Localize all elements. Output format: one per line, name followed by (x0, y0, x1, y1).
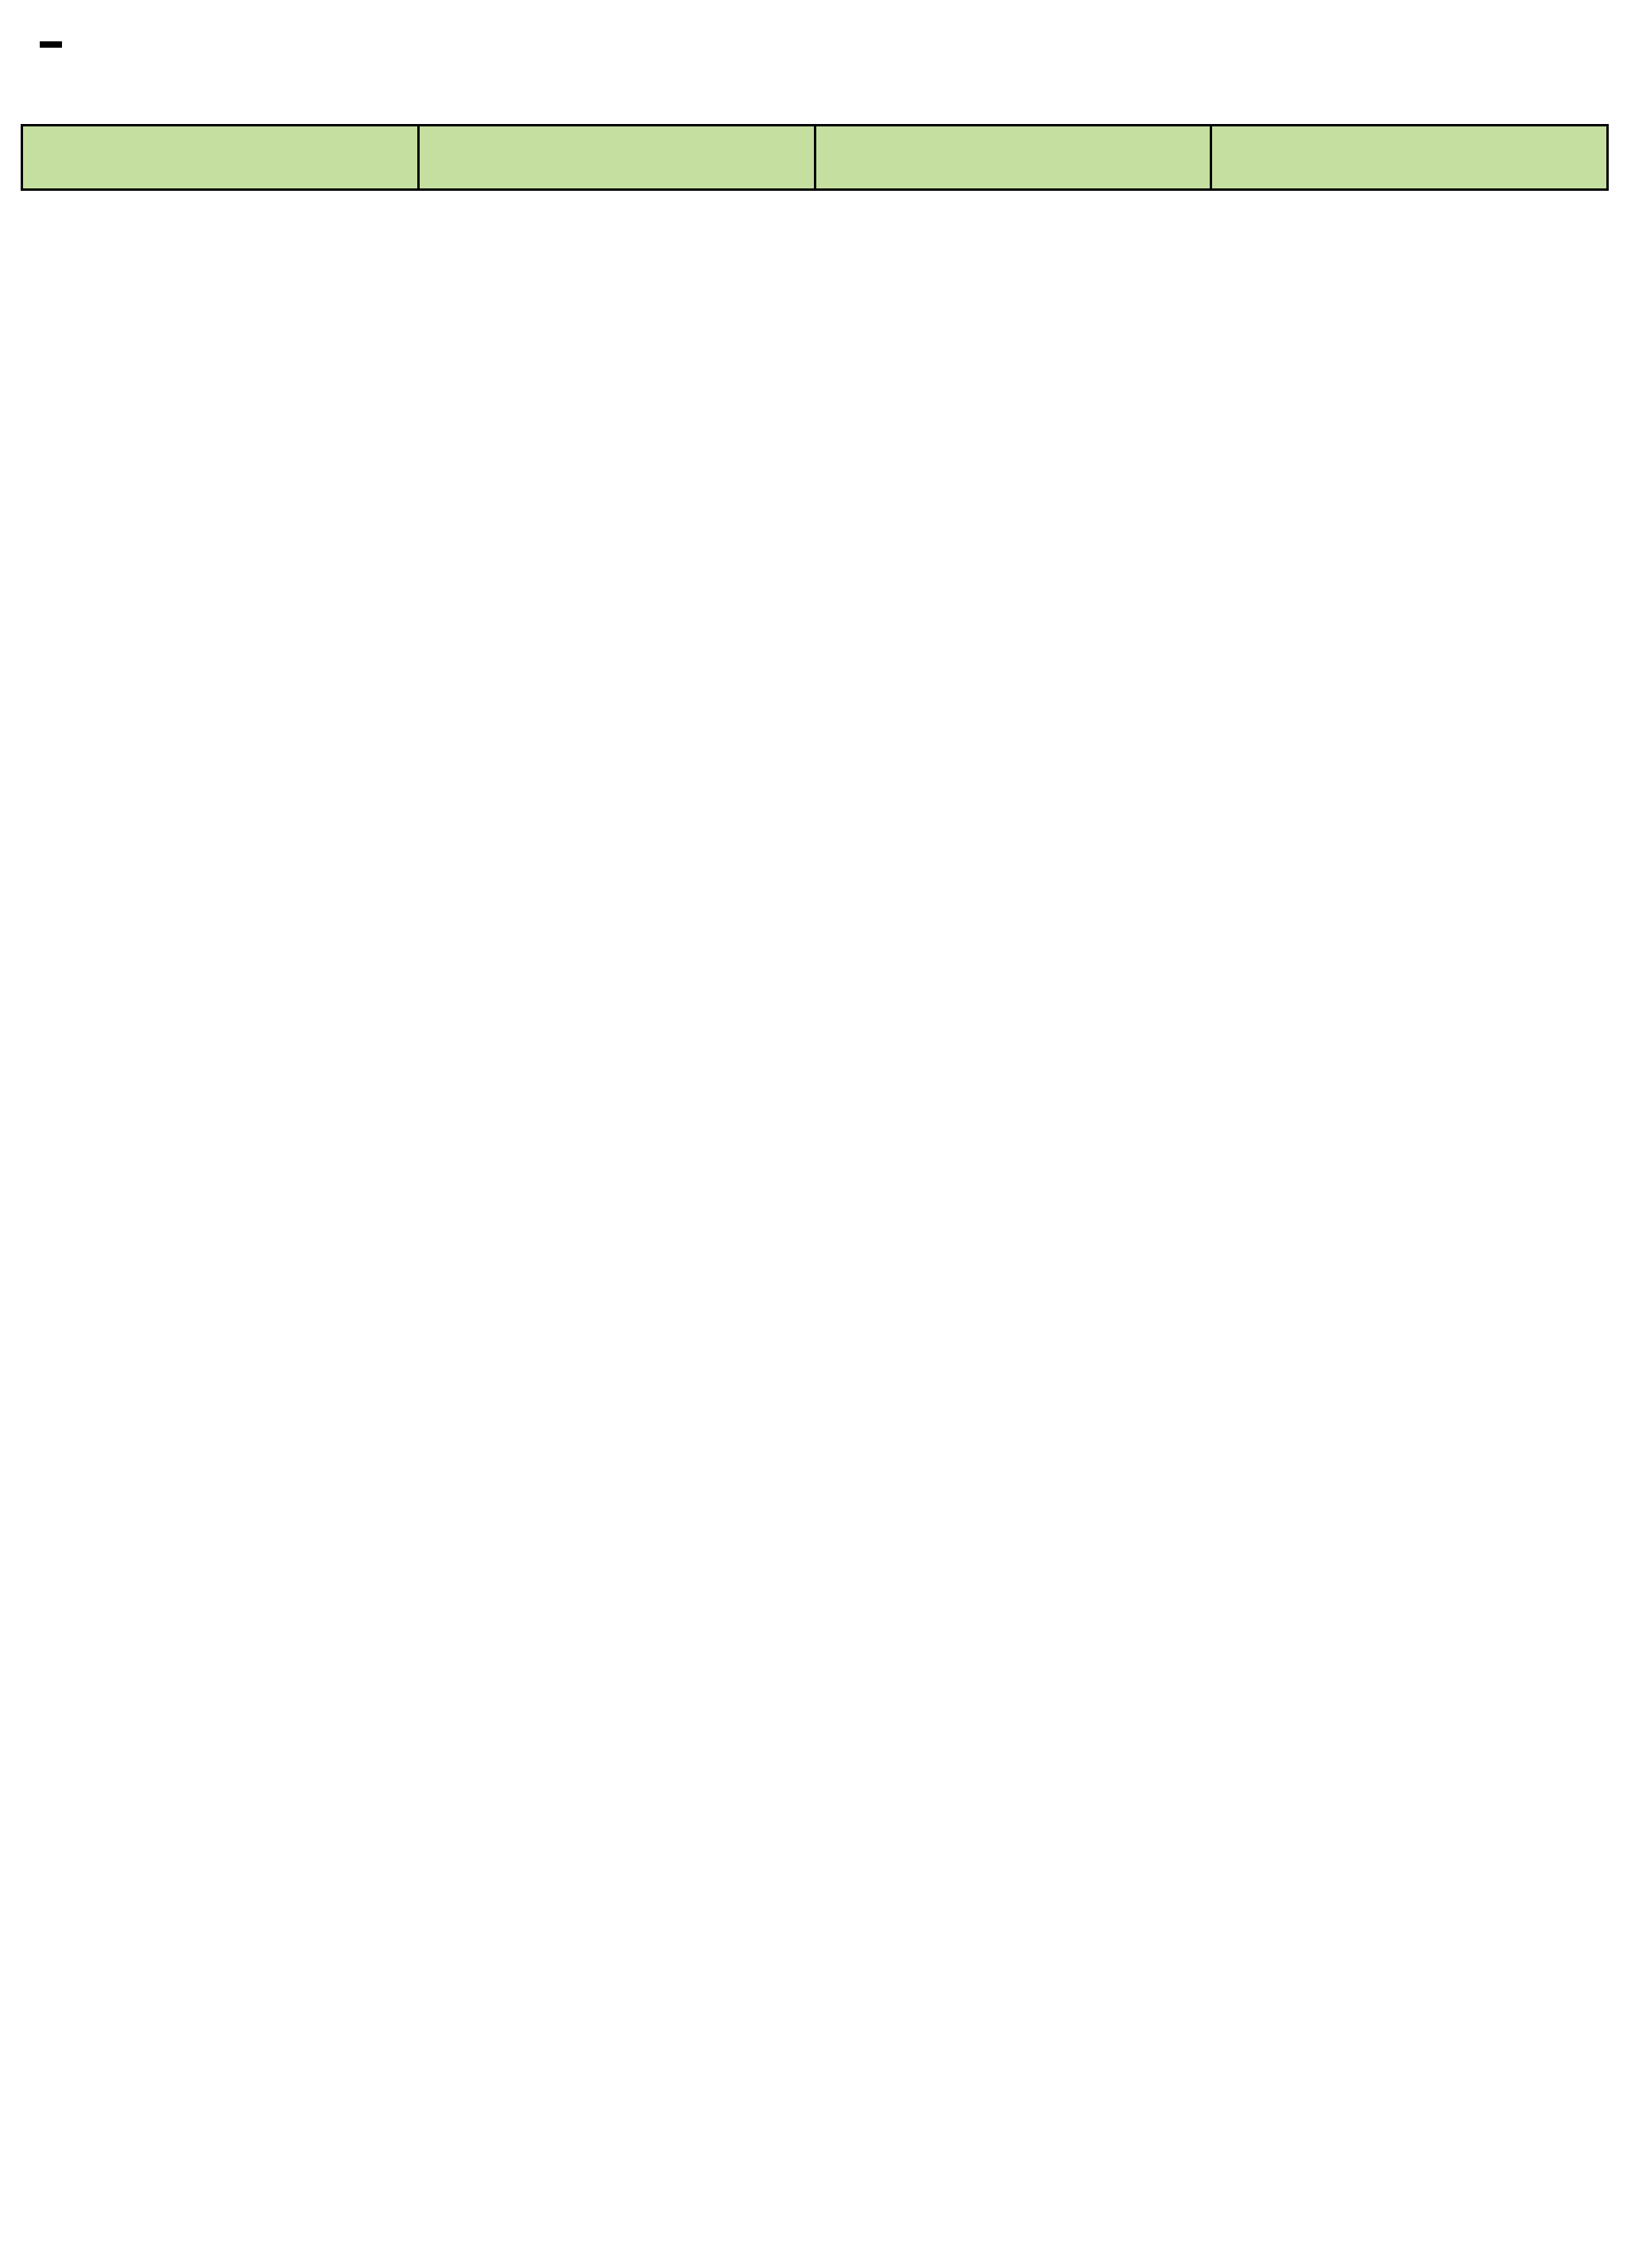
task-number (40, 41, 62, 48)
header-y-formula (1211, 126, 1608, 190)
header-2x (418, 126, 815, 190)
values-table (21, 124, 1609, 191)
parabola-chart (0, 795, 1627, 2268)
header-x-squared (815, 126, 1211, 190)
table-header-row (22, 126, 1608, 190)
header-x (22, 126, 419, 190)
